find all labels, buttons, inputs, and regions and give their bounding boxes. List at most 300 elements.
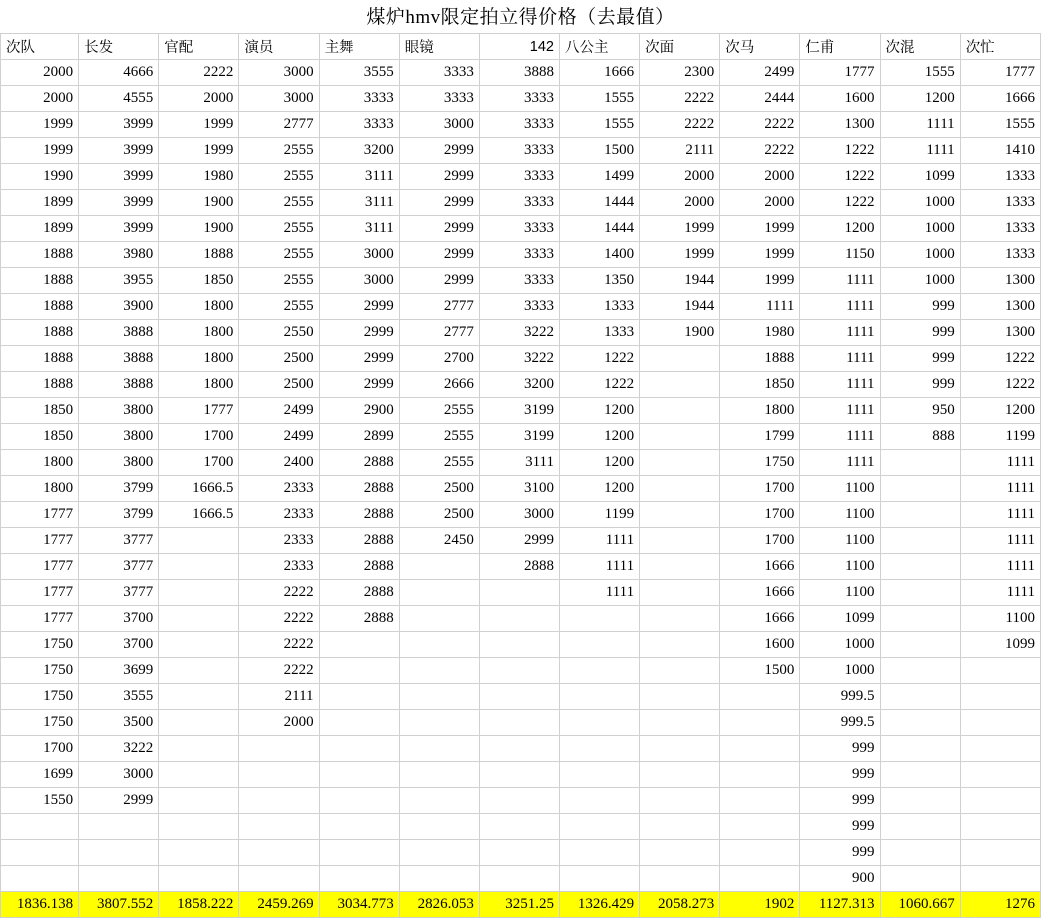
table-cell[interactable]: 3999 [79, 190, 159, 216]
table-cell[interactable]: 1111 [800, 398, 880, 424]
table-cell[interactable]: 1800 [159, 346, 239, 372]
table-cell[interactable]: 3799 [79, 502, 159, 528]
table-cell[interactable]: 2550 [239, 320, 319, 346]
table-cell[interactable] [399, 866, 479, 892]
total-cell[interactable]: 3251.25 [479, 892, 559, 918]
table-cell[interactable]: 888 [880, 424, 960, 450]
table-cell[interactable]: 2888 [319, 502, 399, 528]
table-cell[interactable]: 3333 [399, 60, 479, 86]
table-cell[interactable]: 2555 [239, 242, 319, 268]
table-cell[interactable] [319, 684, 399, 710]
table-cell[interactable]: 3333 [319, 86, 399, 112]
total-cell[interactable]: 1127.313 [800, 892, 880, 918]
table-cell[interactable]: 1333 [960, 216, 1040, 242]
table-cell[interactable]: 1980 [159, 164, 239, 190]
table-cell[interactable]: 999.5 [800, 684, 880, 710]
table-cell[interactable] [159, 762, 239, 788]
table-cell[interactable] [159, 658, 239, 684]
table-cell[interactable]: 2777 [239, 112, 319, 138]
table-cell[interactable]: 1777 [1, 554, 79, 580]
table-cell[interactable]: 999 [880, 372, 960, 398]
table-cell[interactable]: 2999 [319, 346, 399, 372]
table-cell[interactable]: 1800 [1, 450, 79, 476]
table-cell[interactable]: 1111 [559, 580, 639, 606]
table-cell[interactable] [640, 788, 720, 814]
table-cell[interactable]: 2444 [720, 86, 800, 112]
column-header[interactable]: 次马 [720, 34, 800, 60]
table-cell[interactable] [640, 424, 720, 450]
table-cell[interactable]: 2555 [239, 138, 319, 164]
table-cell[interactable]: 3000 [79, 762, 159, 788]
table-cell[interactable] [159, 528, 239, 554]
table-cell[interactable]: 1222 [800, 190, 880, 216]
table-cell[interactable] [720, 866, 800, 892]
table-cell[interactable]: 1700 [720, 528, 800, 554]
table-cell[interactable] [559, 736, 639, 762]
table-cell[interactable]: 1000 [880, 216, 960, 242]
table-cell[interactable]: 2400 [239, 450, 319, 476]
column-header[interactable]: 次混 [880, 34, 960, 60]
table-cell[interactable]: 1999 [640, 216, 720, 242]
table-cell[interactable]: 950 [880, 398, 960, 424]
table-cell[interactable]: 3500 [79, 710, 159, 736]
table-cell[interactable]: 3000 [479, 502, 559, 528]
table-cell[interactable]: 1900 [159, 190, 239, 216]
table-cell[interactable]: 999 [880, 320, 960, 346]
table-cell[interactable] [399, 840, 479, 866]
table-cell[interactable]: 1700 [159, 450, 239, 476]
table-cell[interactable]: 1800 [159, 294, 239, 320]
table-cell[interactable]: 1111 [559, 554, 639, 580]
table-cell[interactable]: 1300 [960, 320, 1040, 346]
table-cell[interactable]: 3800 [79, 424, 159, 450]
table-cell[interactable]: 1666.5 [159, 502, 239, 528]
table-cell[interactable]: 1111 [880, 112, 960, 138]
table-cell[interactable]: 3699 [79, 658, 159, 684]
total-cell[interactable]: 1858.222 [159, 892, 239, 918]
table-cell[interactable]: 3555 [79, 684, 159, 710]
table-cell[interactable]: 1499 [559, 164, 639, 190]
table-cell[interactable]: 1800 [159, 320, 239, 346]
table-cell[interactable] [479, 710, 559, 736]
table-cell[interactable] [399, 684, 479, 710]
table-cell[interactable]: 1200 [559, 476, 639, 502]
column-header[interactable]: 眼镜 [399, 34, 479, 60]
table-cell[interactable]: 1990 [1, 164, 79, 190]
table-cell[interactable] [479, 632, 559, 658]
table-cell[interactable]: 1410 [960, 138, 1040, 164]
table-cell[interactable]: 3333 [479, 164, 559, 190]
table-cell[interactable]: 1100 [960, 606, 1040, 632]
table-cell[interactable] [880, 606, 960, 632]
table-cell[interactable]: 4666 [79, 60, 159, 86]
table-cell[interactable] [640, 554, 720, 580]
table-cell[interactable] [640, 346, 720, 372]
table-cell[interactable]: 1111 [800, 450, 880, 476]
table-cell[interactable] [880, 554, 960, 580]
table-cell[interactable] [559, 762, 639, 788]
table-cell[interactable]: 1555 [960, 112, 1040, 138]
table-cell[interactable]: 3333 [479, 242, 559, 268]
total-cell[interactable]: 3807.552 [79, 892, 159, 918]
table-cell[interactable] [880, 736, 960, 762]
table-cell[interactable] [399, 736, 479, 762]
table-cell[interactable]: 3333 [479, 112, 559, 138]
table-cell[interactable] [479, 814, 559, 840]
table-cell[interactable]: 3333 [319, 112, 399, 138]
table-cell[interactable]: 3980 [79, 242, 159, 268]
table-cell[interactable]: 3333 [479, 190, 559, 216]
total-cell[interactable]: 2058.273 [640, 892, 720, 918]
table-cell[interactable]: 2300 [640, 60, 720, 86]
table-cell[interactable]: 2999 [399, 268, 479, 294]
table-cell[interactable]: 2555 [239, 190, 319, 216]
table-cell[interactable]: 1888 [720, 346, 800, 372]
table-cell[interactable] [159, 814, 239, 840]
table-cell[interactable]: 1777 [1, 606, 79, 632]
table-cell[interactable]: 2000 [720, 190, 800, 216]
table-cell[interactable]: 1222 [800, 138, 880, 164]
table-cell[interactable]: 2777 [399, 320, 479, 346]
table-cell[interactable]: 1100 [800, 502, 880, 528]
table-cell[interactable] [720, 840, 800, 866]
table-cell[interactable]: 1111 [800, 424, 880, 450]
table-cell[interactable]: 1300 [960, 294, 1040, 320]
table-cell[interactable]: 2888 [319, 476, 399, 502]
table-cell[interactable] [239, 762, 319, 788]
table-cell[interactable]: 1700 [1, 736, 79, 762]
table-cell[interactable] [640, 502, 720, 528]
table-cell[interactable] [640, 606, 720, 632]
table-cell[interactable]: 1899 [1, 190, 79, 216]
table-cell[interactable]: 999 [800, 814, 880, 840]
table-cell[interactable] [159, 788, 239, 814]
table-cell[interactable]: 1900 [640, 320, 720, 346]
table-cell[interactable]: 3200 [479, 372, 559, 398]
table-cell[interactable] [559, 814, 639, 840]
table-cell[interactable]: 3888 [479, 60, 559, 86]
table-cell[interactable] [479, 606, 559, 632]
table-cell[interactable]: 3700 [79, 606, 159, 632]
table-cell[interactable]: 1333 [559, 294, 639, 320]
table-cell[interactable]: 1000 [800, 658, 880, 684]
table-cell[interactable]: 1550 [1, 788, 79, 814]
column-header[interactable]: 次队 [1, 34, 79, 60]
table-cell[interactable]: 1666.5 [159, 476, 239, 502]
table-cell[interactable]: 2999 [399, 164, 479, 190]
table-cell[interactable]: 1888 [1, 268, 79, 294]
table-cell[interactable]: 3555 [319, 60, 399, 86]
table-cell[interactable]: 1777 [1, 502, 79, 528]
table-cell[interactable]: 2888 [319, 580, 399, 606]
table-cell[interactable]: 1199 [960, 424, 1040, 450]
table-cell[interactable]: 3000 [399, 112, 479, 138]
table-cell[interactable]: 1888 [1, 320, 79, 346]
table-cell[interactable]: 3777 [79, 580, 159, 606]
table-cell[interactable]: 1777 [1, 580, 79, 606]
table-cell[interactable]: 1555 [559, 112, 639, 138]
table-cell[interactable]: 2111 [239, 684, 319, 710]
table-cell[interactable]: 1444 [559, 190, 639, 216]
table-cell[interactable]: 2999 [319, 294, 399, 320]
table-cell[interactable]: 1899 [1, 216, 79, 242]
table-cell[interactable] [880, 658, 960, 684]
table-cell[interactable] [640, 840, 720, 866]
table-cell[interactable]: 1900 [159, 216, 239, 242]
table-cell[interactable]: 3888 [79, 346, 159, 372]
table-cell[interactable]: 3999 [79, 164, 159, 190]
table-cell[interactable] [880, 684, 960, 710]
table-cell[interactable]: 2555 [399, 424, 479, 450]
table-cell[interactable]: 1555 [559, 86, 639, 112]
table-cell[interactable]: 2500 [399, 502, 479, 528]
total-cell[interactable]: 1836.138 [1, 892, 79, 918]
table-cell[interactable]: 1222 [559, 372, 639, 398]
table-cell[interactable] [559, 788, 639, 814]
total-cell[interactable]: 1060.667 [880, 892, 960, 918]
table-cell[interactable]: 2000 [159, 86, 239, 112]
table-cell[interactable]: 2700 [399, 346, 479, 372]
table-cell[interactable] [399, 710, 479, 736]
table-cell[interactable]: 2888 [319, 450, 399, 476]
table-cell[interactable]: 1500 [559, 138, 639, 164]
table-cell[interactable]: 3000 [319, 268, 399, 294]
table-cell[interactable]: 2499 [239, 398, 319, 424]
table-cell[interactable]: 1999 [640, 242, 720, 268]
table-cell[interactable] [159, 736, 239, 762]
table-cell[interactable] [640, 762, 720, 788]
table-cell[interactable]: 3000 [239, 60, 319, 86]
table-cell[interactable]: 2333 [239, 528, 319, 554]
table-cell[interactable] [880, 710, 960, 736]
table-cell[interactable] [159, 632, 239, 658]
table-cell[interactable]: 1111 [800, 268, 880, 294]
table-cell[interactable] [479, 684, 559, 710]
column-header[interactable]: 次面 [640, 34, 720, 60]
column-header[interactable]: 仁甫 [800, 34, 880, 60]
total-cell[interactable]: 1902 [720, 892, 800, 918]
table-cell[interactable] [880, 476, 960, 502]
table-cell[interactable] [960, 762, 1040, 788]
table-cell[interactable]: 1111 [800, 346, 880, 372]
table-cell[interactable]: 2222 [720, 112, 800, 138]
table-cell[interactable] [640, 814, 720, 840]
column-header[interactable]: 次忙 [960, 34, 1040, 60]
table-cell[interactable]: 3800 [79, 398, 159, 424]
table-cell[interactable]: 1099 [800, 606, 880, 632]
table-cell[interactable]: 1850 [1, 424, 79, 450]
table-cell[interactable]: 1777 [159, 398, 239, 424]
table-cell[interactable]: 2000 [1, 86, 79, 112]
table-cell[interactable]: 3111 [319, 216, 399, 242]
table-cell[interactable]: 2999 [399, 216, 479, 242]
table-cell[interactable]: 1199 [559, 502, 639, 528]
table-cell[interactable]: 2222 [640, 86, 720, 112]
table-cell[interactable]: 4555 [79, 86, 159, 112]
total-cell[interactable]: 2826.053 [399, 892, 479, 918]
table-cell[interactable]: 3111 [319, 190, 399, 216]
table-cell[interactable]: 1980 [720, 320, 800, 346]
table-cell[interactable]: 3333 [479, 268, 559, 294]
column-header[interactable]: 官配 [159, 34, 239, 60]
table-cell[interactable] [880, 450, 960, 476]
table-cell[interactable] [319, 840, 399, 866]
table-cell[interactable]: 1400 [559, 242, 639, 268]
table-cell[interactable]: 1000 [800, 632, 880, 658]
table-cell[interactable]: 1666 [960, 86, 1040, 112]
table-cell[interactable]: 2888 [319, 528, 399, 554]
table-cell[interactable]: 999 [800, 762, 880, 788]
table-cell[interactable]: 3999 [79, 216, 159, 242]
table-cell[interactable] [640, 658, 720, 684]
table-cell[interactable] [479, 658, 559, 684]
table-cell[interactable]: 1200 [880, 86, 960, 112]
table-cell[interactable]: 1888 [1, 346, 79, 372]
table-cell[interactable]: 2999 [79, 788, 159, 814]
table-cell[interactable]: 2222 [239, 580, 319, 606]
table-cell[interactable] [319, 762, 399, 788]
table-cell[interactable]: 3333 [479, 138, 559, 164]
total-cell[interactable]: 3034.773 [319, 892, 399, 918]
table-cell[interactable] [880, 580, 960, 606]
table-cell[interactable]: 2222 [159, 60, 239, 86]
table-cell[interactable]: 1666 [720, 554, 800, 580]
table-cell[interactable]: 2333 [239, 554, 319, 580]
table-cell[interactable]: 1111 [880, 138, 960, 164]
total-cell[interactable]: 1326.429 [559, 892, 639, 918]
table-cell[interactable]: 1200 [800, 216, 880, 242]
table-cell[interactable]: 1700 [720, 476, 800, 502]
table-cell[interactable]: 1100 [800, 580, 880, 606]
table-cell[interactable] [880, 814, 960, 840]
table-cell[interactable]: 2999 [399, 190, 479, 216]
table-cell[interactable] [880, 502, 960, 528]
table-cell[interactable] [159, 580, 239, 606]
table-cell[interactable]: 1600 [800, 86, 880, 112]
table-cell[interactable]: 1888 [1, 372, 79, 398]
table-cell[interactable]: 2222 [239, 632, 319, 658]
table-cell[interactable] [79, 814, 159, 840]
table-cell[interactable]: 2333 [239, 476, 319, 502]
table-cell[interactable]: 1200 [559, 450, 639, 476]
table-cell[interactable]: 3100 [479, 476, 559, 502]
table-cell[interactable] [640, 450, 720, 476]
table-cell[interactable] [479, 580, 559, 606]
table-cell[interactable] [640, 476, 720, 502]
table-cell[interactable]: 1888 [1, 242, 79, 268]
table-cell[interactable]: 1750 [1, 710, 79, 736]
table-cell[interactable]: 1150 [800, 242, 880, 268]
table-cell[interactable] [159, 840, 239, 866]
table-cell[interactable]: 3199 [479, 398, 559, 424]
table-cell[interactable]: 3199 [479, 424, 559, 450]
table-cell[interactable] [399, 606, 479, 632]
table-cell[interactable]: 1222 [960, 346, 1040, 372]
table-cell[interactable]: 2900 [319, 398, 399, 424]
table-cell[interactable]: 2899 [319, 424, 399, 450]
table-cell[interactable]: 2777 [399, 294, 479, 320]
table-cell[interactable] [720, 814, 800, 840]
table-cell[interactable]: 3222 [79, 736, 159, 762]
table-cell[interactable]: 1666 [720, 580, 800, 606]
table-cell[interactable] [319, 632, 399, 658]
table-cell[interactable]: 999 [880, 346, 960, 372]
table-cell[interactable] [479, 736, 559, 762]
table-cell[interactable]: 1222 [559, 346, 639, 372]
table-cell[interactable]: 3111 [319, 164, 399, 190]
table-cell[interactable]: 2500 [239, 346, 319, 372]
table-cell[interactable]: 2999 [399, 138, 479, 164]
table-cell[interactable] [640, 632, 720, 658]
table-cell[interactable] [640, 866, 720, 892]
table-cell[interactable] [319, 866, 399, 892]
table-cell[interactable] [559, 840, 639, 866]
table-cell[interactable] [559, 866, 639, 892]
table-cell[interactable]: 1777 [800, 60, 880, 86]
table-cell[interactable]: 1999 [159, 138, 239, 164]
table-cell[interactable]: 1999 [720, 268, 800, 294]
table-cell[interactable]: 1350 [559, 268, 639, 294]
table-cell[interactable] [479, 762, 559, 788]
table-cell[interactable]: 1850 [720, 372, 800, 398]
table-cell[interactable] [720, 710, 800, 736]
table-cell[interactable] [559, 632, 639, 658]
table-cell[interactable] [399, 554, 479, 580]
table-cell[interactable]: 2555 [399, 450, 479, 476]
table-cell[interactable] [239, 814, 319, 840]
table-cell[interactable]: 2222 [640, 112, 720, 138]
table-cell[interactable] [720, 788, 800, 814]
table-cell[interactable]: 2999 [319, 320, 399, 346]
table-cell[interactable]: 1700 [159, 424, 239, 450]
table-cell[interactable] [960, 866, 1040, 892]
table-cell[interactable] [640, 580, 720, 606]
table-cell[interactable] [880, 528, 960, 554]
table-cell[interactable] [159, 866, 239, 892]
table-cell[interactable] [640, 684, 720, 710]
table-cell[interactable]: 2450 [399, 528, 479, 554]
table-cell[interactable]: 1200 [559, 424, 639, 450]
table-cell[interactable] [960, 788, 1040, 814]
table-cell[interactable]: 1100 [800, 554, 880, 580]
table-cell[interactable]: 2499 [720, 60, 800, 86]
table-cell[interactable] [239, 840, 319, 866]
table-cell[interactable] [960, 658, 1040, 684]
table-cell[interactable]: 2222 [239, 658, 319, 684]
table-cell[interactable] [880, 762, 960, 788]
table-cell[interactable]: 1944 [640, 268, 720, 294]
table-cell[interactable]: 3000 [239, 86, 319, 112]
table-cell[interactable]: 2555 [239, 216, 319, 242]
table-cell[interactable]: 2888 [319, 554, 399, 580]
table-cell[interactable]: 1944 [640, 294, 720, 320]
table-cell[interactable] [399, 580, 479, 606]
table-cell[interactable]: 3800 [79, 450, 159, 476]
table-cell[interactable] [720, 684, 800, 710]
table-cell[interactable] [1, 814, 79, 840]
table-cell[interactable] [319, 814, 399, 840]
table-cell[interactable] [319, 710, 399, 736]
column-header[interactable]: 142 [479, 34, 559, 60]
table-cell[interactable]: 1600 [720, 632, 800, 658]
table-cell[interactable]: 1999 [720, 242, 800, 268]
table-cell[interactable]: 1111 [960, 502, 1040, 528]
table-cell[interactable]: 1111 [960, 580, 1040, 606]
table-cell[interactable]: 999 [800, 736, 880, 762]
table-cell[interactable] [319, 736, 399, 762]
table-cell[interactable] [399, 632, 479, 658]
table-cell[interactable]: 1000 [880, 190, 960, 216]
